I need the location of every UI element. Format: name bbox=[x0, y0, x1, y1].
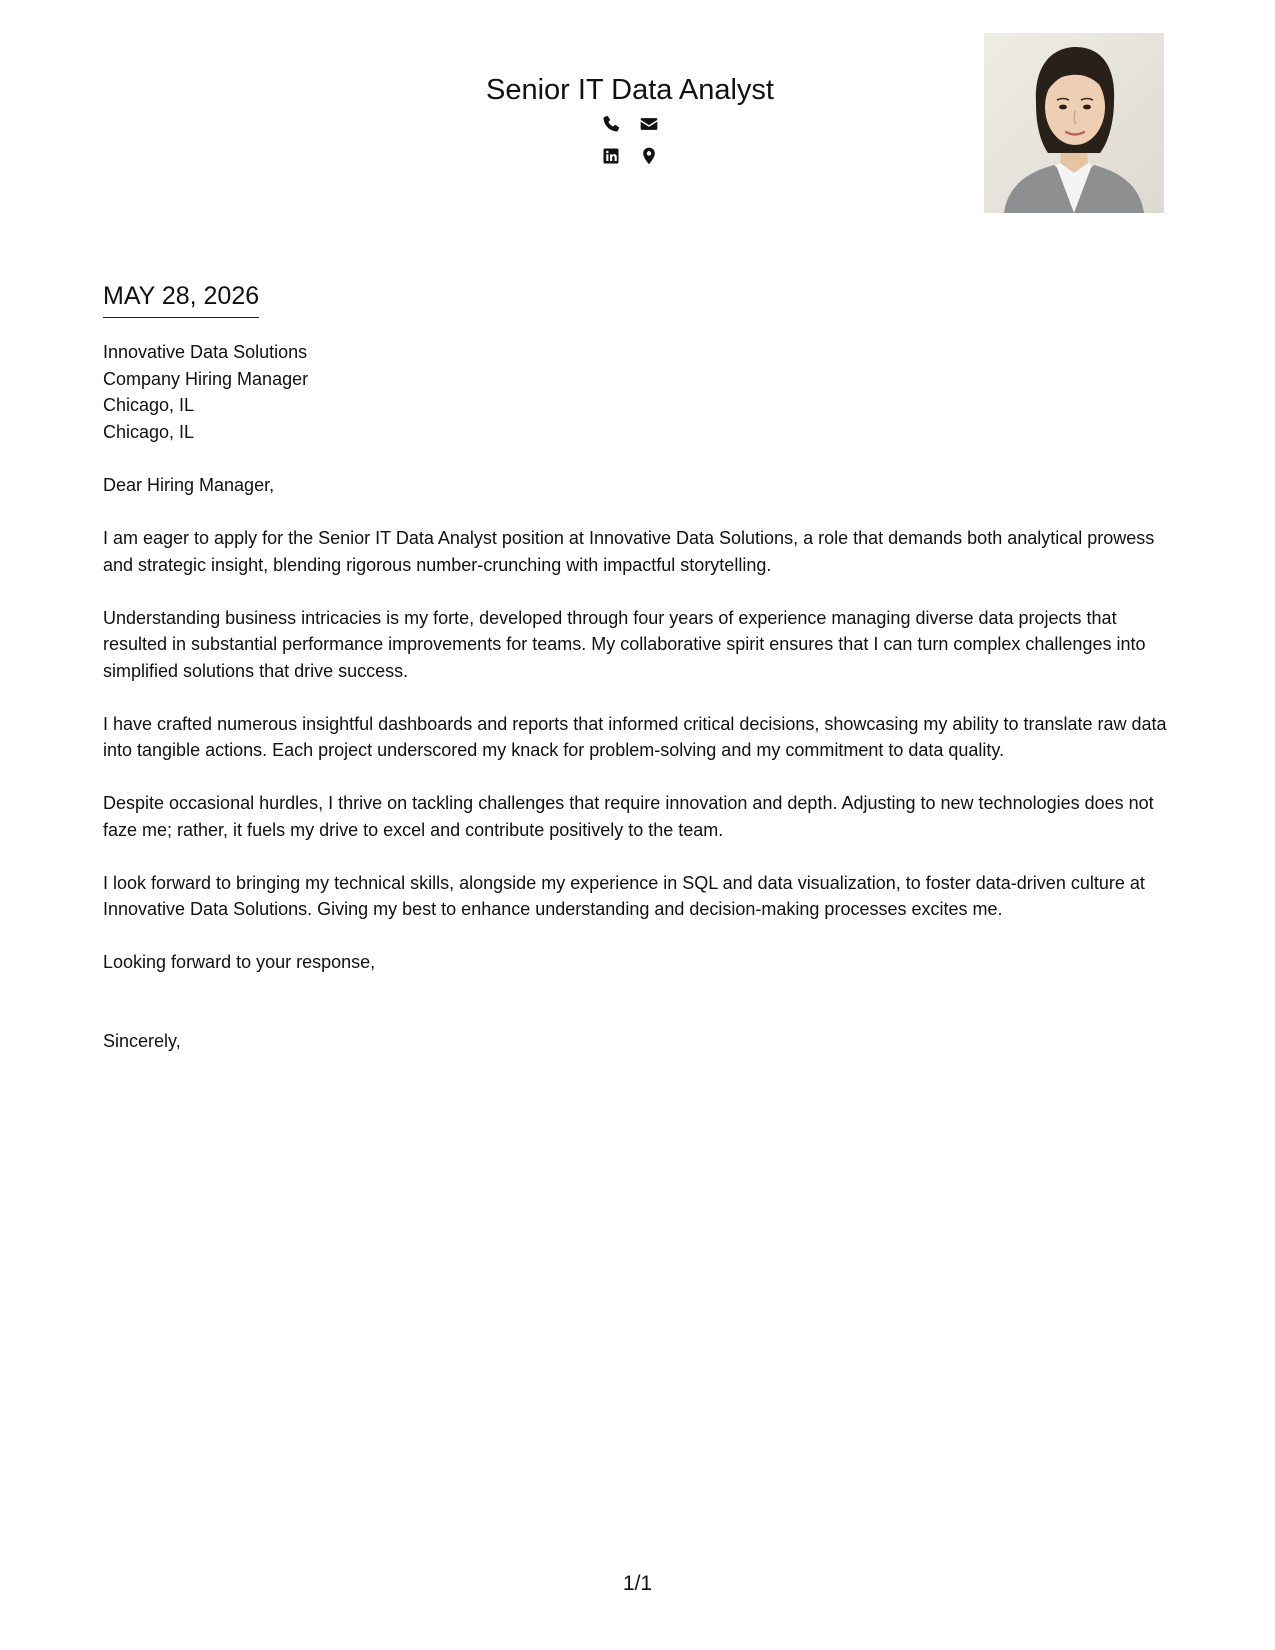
envelope-icon[interactable] bbox=[639, 114, 659, 134]
body-paragraph: I look forward to bringing my technical skills, alongside my experience in SQL and data visualization, to foster data-driven culture at Innovative Data Solutions. Giving my best to enhance understanding and decision-making processes excites me. bbox=[103, 872, 1145, 919]
body-paragraph: I have crafted numerous insightful dashboards and reports that informed critical decisions, showcasing my ability to translate raw data into tangible actions. Each project underscored my knack for problem-solving and my commitment to data quality. bbox=[103, 713, 1167, 760]
recipient-contact: Company Hiring Manager bbox=[103, 368, 309, 389]
closing-line: Looking forward to your response, bbox=[103, 952, 376, 972]
letter-date: MAY 28, 2026 bbox=[103, 280, 259, 318]
phone-icon[interactable] bbox=[601, 114, 621, 134]
salutation: Dear Hiring Manager, bbox=[103, 475, 275, 495]
page-title: Senior IT Data Analyst bbox=[485, 74, 774, 106]
map-pin-icon[interactable] bbox=[639, 146, 659, 166]
recipient-company: Innovative Data Solutions bbox=[103, 342, 308, 362]
recipient-block bbox=[103, 339, 308, 445]
body-paragraph: I am eager to apply for the Senior IT Data Analyst position at Innovative Data Solutions, a role that demands both analytical prowess and strategic insight, blending rigorous number-crunching with impactful storytelling. bbox=[103, 528, 1155, 575]
profile-photo bbox=[984, 33, 1164, 213]
page-number: 1/1 bbox=[622, 1572, 653, 1595]
body-paragraph: Understanding business intricacies is my forte, developed through four years of experience managing diverse data projects that resulted in substantial performance improvements for teams. My collaborative spirit ensures that I can turn complex challenges into simplified solutions that drive success. bbox=[103, 607, 1146, 681]
recipient-city: Chicago, IL bbox=[103, 421, 195, 442]
signoff: Sincerely, bbox=[103, 1030, 181, 1051]
body-paragraph: Despite occasional hurdles, I thrive on tackling challenges that require innovation and depth. Adjusting to new technologies does not faze me; rather, it fuels my drive to excel and contribute positively to the team. bbox=[103, 793, 1154, 840]
recipient-city: Chicago, IL bbox=[103, 395, 195, 415]
linkedin-icon[interactable] bbox=[601, 146, 621, 166]
letter-body bbox=[103, 472, 1183, 1081]
